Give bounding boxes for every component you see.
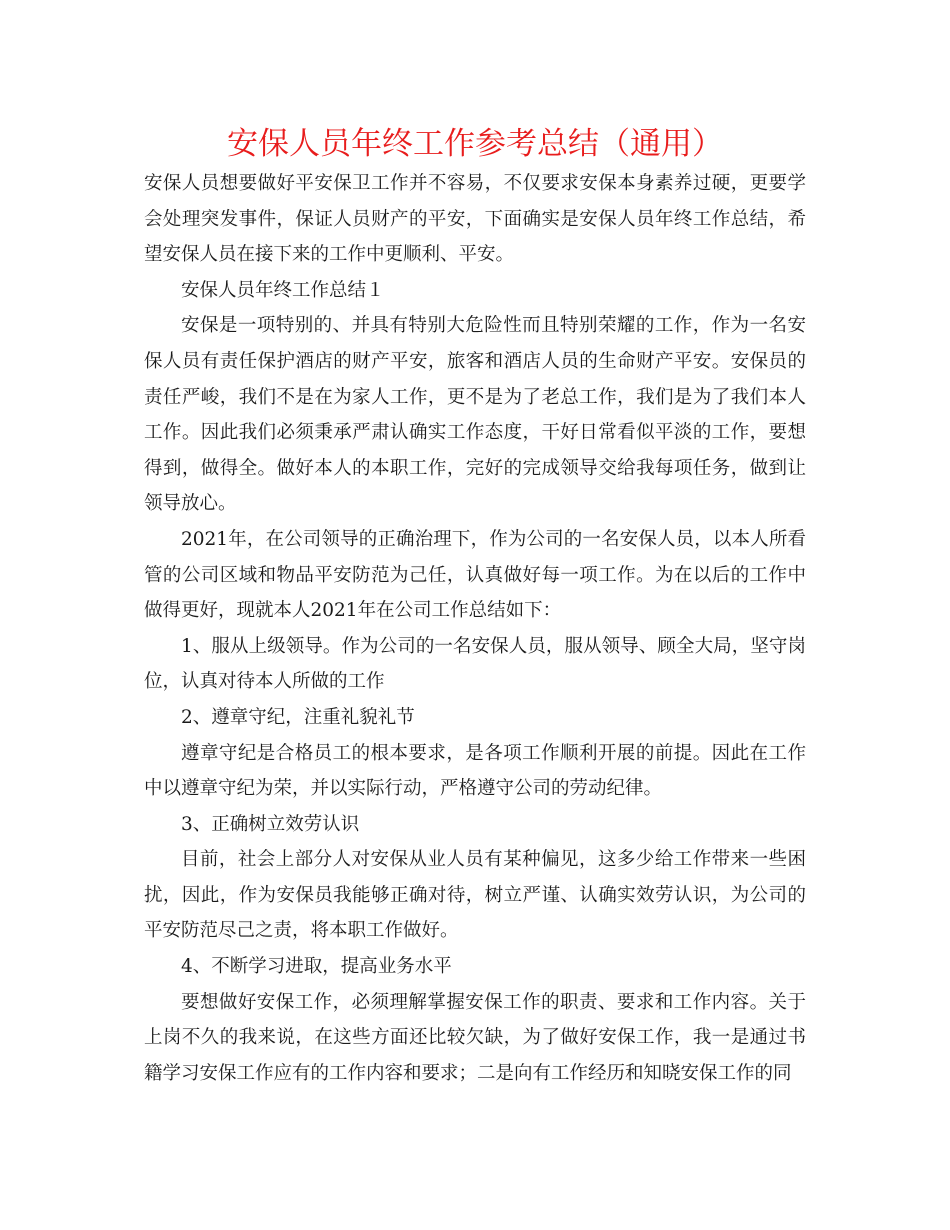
intro-paragraph: 安保人员想要做好平安保卫工作并不容易，不仅要求安保本身素养过硬，更要学会处理突发事件，保证人员财产的平安，下面确实是安保人员年终工作总结，希望安保人员在接下来的工作中更顺利、平安。 (144, 173, 806, 266)
list-item-3: 3、正确树立效劳认识 (181, 813, 360, 835)
body-paragraph: 目前，社会上部分人对安保从业人员有某种偏见，这多少给工作带来一些困扰，因此，作为安保员我能够正确对待，树立严谨、认确实效劳认识，为公司的平安防范尽己之责，将本职工作做好。 (144, 849, 806, 942)
body-paragraph: 要想做好安保工作，必须理解掌握安保工作的职责、要求和工作内容。关于上岗不久的我来说，在这些方面还比较欠缺，为了做好安保工作，我一是通过书籍学习安保工作应有的工作内容和要求；二是向有工作经历和知晓安保工作的同 (144, 991, 806, 1084)
list-item-4: 4、不断学习进取，提高业务水平 (181, 956, 452, 978)
body-paragraph: 安保是一项特别的、并具有特别大危险性而且特别荣耀的工作，作为一名安保人员有责任保护酒店的财产平安，旅客和酒店人员的生命财产平安。安保员的责任严峻，我们不是在为家人工作，更不是为了老总工作，我们是为了我们本人工作。因此我们必须秉承严肃认确实工作态度，干好日常看似平淡的工作，要想得到，做得全。做好本人的本职工作，完好的完成领导交给我每项任务，做到让领导放心。 (144, 315, 806, 515)
list-item-2: 2、遵章守纪，注重礼貌礼节 (181, 706, 415, 728)
body-paragraph: 遵章守纪是合格员工的根本要求，是各项工作顺利开展的前提。因此在工作中以遵章守纪为荣，并以实际行动，严格遵守公司的劳动纪律。 (144, 742, 806, 800)
section-heading: 安保人员年终工作总结１ (181, 279, 385, 301)
document-body (144, 166, 806, 1091)
body-paragraph: 2021年，在公司领导的正确治理下，作为公司的一名安保人员，以本人所看管的公司区域和物品平安防范为己任，认真做好每一项工作。为在以后的工作中做得更好，现就本人2021年在公司工作总结如下： (144, 528, 806, 622)
list-item-1: 1、服从上级领导。作为公司的一名安保人员，服从领导、顾全大局，坚守岗位，认真对待本人所做的工作 (144, 635, 806, 693)
document-title: 安保人员年终工作参考总结（通用） (227, 126, 723, 162)
